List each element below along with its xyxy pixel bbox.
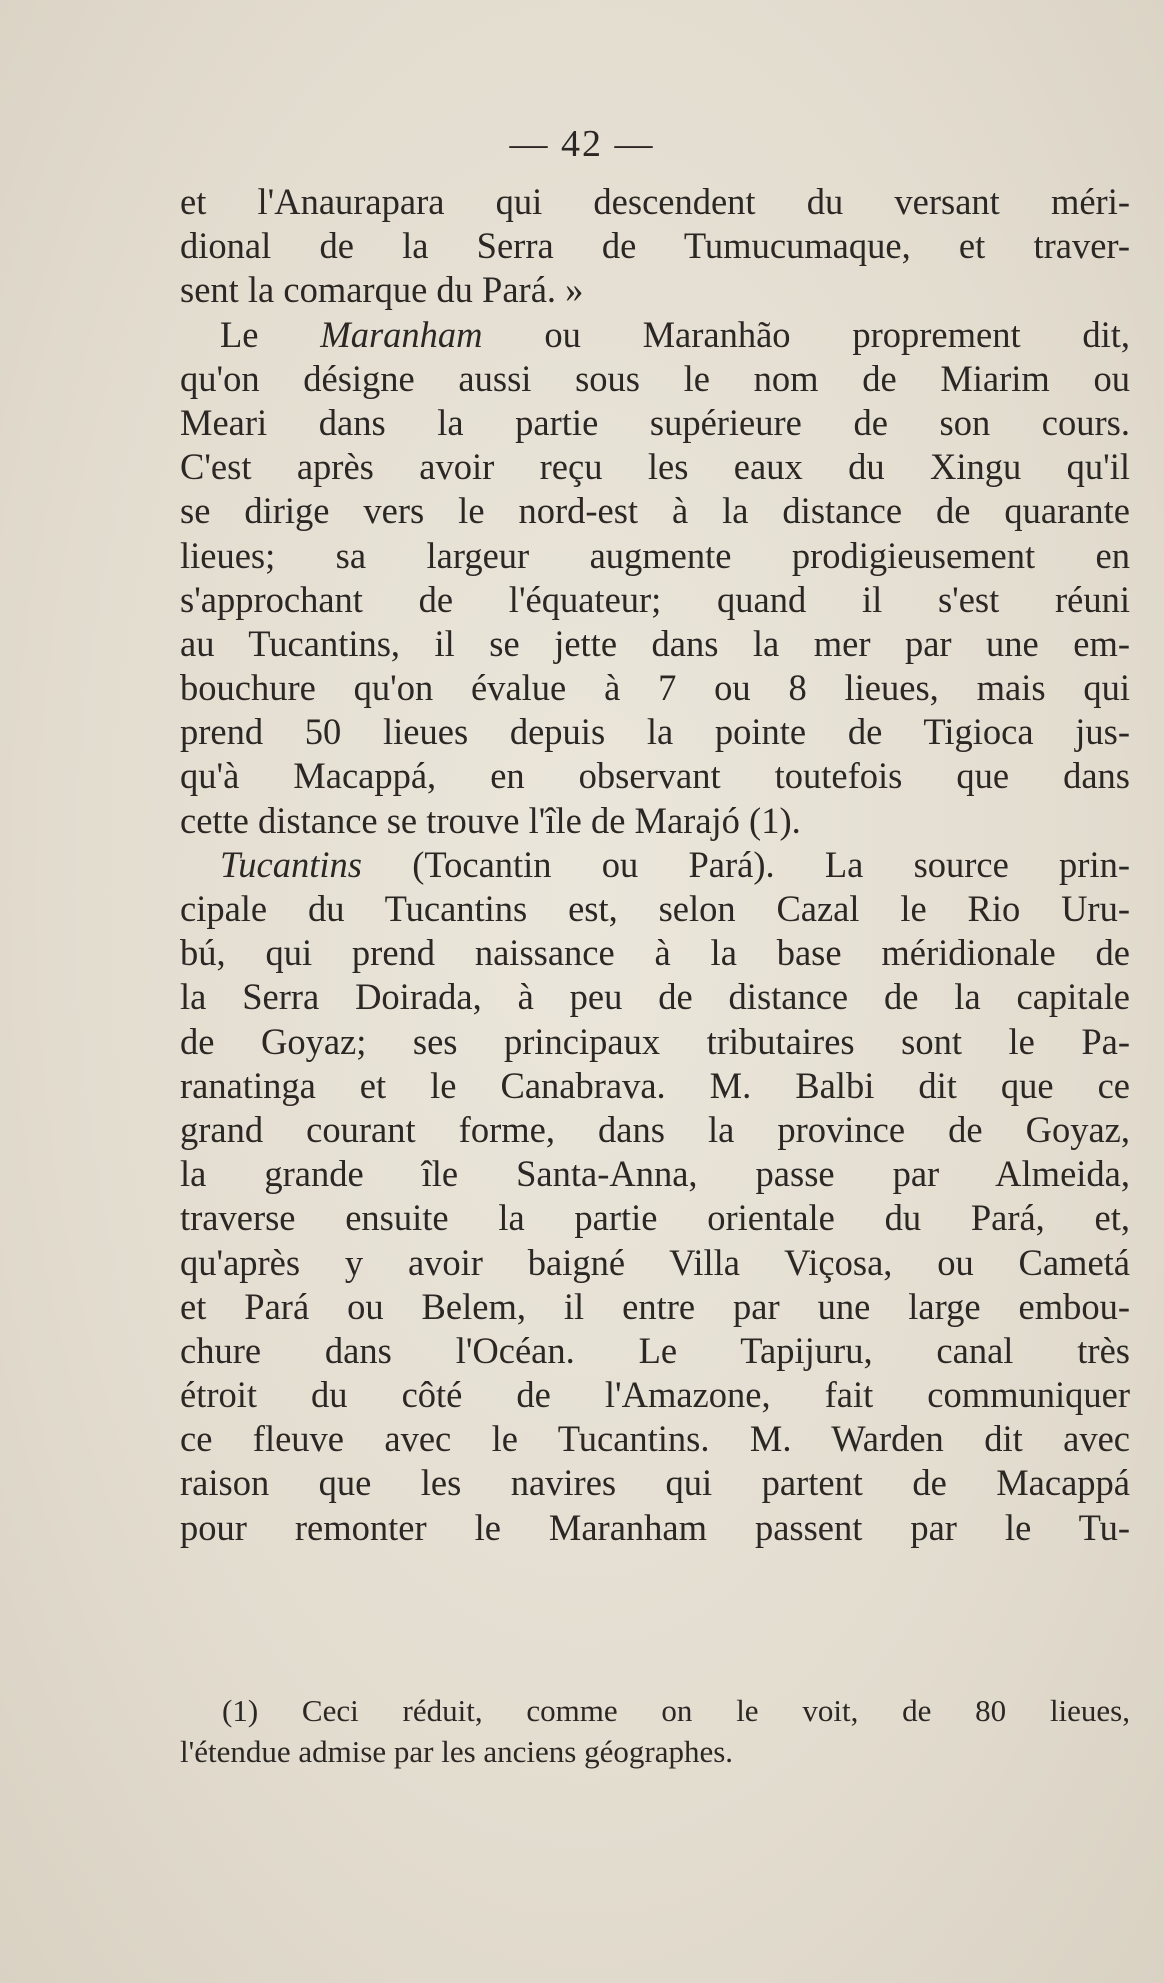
text-fragment: (Tocantin ou Pará). La source prin- — [412, 843, 1131, 885]
text-fragment: ou Maranhão proprement dit, — [544, 313, 1131, 355]
text-line: cette distance se trouve l'île de Marajó (1). — [180, 799, 801, 841]
text-line: ce fleuve avec le Tucantins. M. Warden dit avec — [180, 1418, 1130, 1460]
text-line-tucantins — [180, 843, 1130, 887]
text-line: la grande île Santa-Anna, passe par Almeida, — [180, 1153, 1130, 1195]
text-line-maranham — [180, 313, 1130, 357]
footnote — [180, 1690, 1130, 1772]
text-line: cipale du Tucantins est, selon Cazal le Rio Uru- — [180, 888, 1130, 929]
text-line: s'approchant de l'équateur; quand il s'est réuni — [180, 578, 1130, 620]
text-line: dional de la Serra de Tumucumaque, et traver- — [180, 225, 1130, 267]
text-line: bouchure qu'on évalue à 7 ou 8 lieues, mais qui — [180, 667, 1130, 709]
text-line: se dirige vers le nord-est à la distance de quarante — [180, 490, 1130, 532]
text-line: de Goyaz; ses principaux tributaires sont le Pa- — [180, 1020, 1130, 1062]
text-line: qu'on désigne aussi sous le nom de Miarim ou — [180, 357, 1130, 399]
text-line: prend 50 lieues depuis la pointe de Tigioca jus- — [180, 711, 1130, 753]
text-line: qu'après y avoir baigné Villa Viçosa, ou Cametá — [180, 1241, 1130, 1283]
footnote-line: (1) Ceci réduit, comme on le voit, de 80 lieues, — [222, 1693, 1130, 1728]
text-line: la Serra Doirada, à peu de distance de la capitale — [180, 976, 1130, 1018]
text-line: chure dans l'Océan. Le Tapijuru, canal très — [180, 1329, 1130, 1371]
text-line: et l'Anaurapara qui descendent du versant méri- — [180, 181, 1130, 222]
text-line: au Tucantins, il se jette dans la mer par une em- — [180, 622, 1130, 664]
text-line: et Pará ou Belem, il entre par une large embou- — [180, 1285, 1130, 1327]
text-line: bú, qui prend naissance à la base méridionale de — [180, 932, 1130, 974]
text-line: raison que les navires qui partent de Macappá — [180, 1462, 1130, 1504]
river-name-tucantins: Tucantins — [220, 843, 362, 885]
text-line: étroit du côté de l'Amazone, fait communiquer — [180, 1374, 1130, 1416]
text-line: pour remonter le Maranham passent par le Tu- — [180, 1506, 1130, 1548]
text-line: traverse ensuite la partie orientale du Pará, et, — [180, 1197, 1130, 1239]
text-line: qu'à Macappá, en observant toutefois que dans — [180, 755, 1130, 797]
text-line: ranatinga et le Canabrava. M. Balbi dit que ce — [180, 1064, 1130, 1106]
text-line: sent la comarque du Pará. » — [180, 269, 584, 311]
footnote-line: l'étendue admise par les anciens géographes. — [180, 1734, 734, 1769]
text-line: Meari dans la partie supérieure de son cours. — [180, 401, 1130, 443]
text-line: grand courant forme, dans la province de Goyaz, — [180, 1108, 1130, 1150]
body-text — [180, 180, 1130, 1550]
text-line: lieues; sa largeur augmente prodigieusement en — [180, 534, 1130, 576]
word-le: Le — [220, 313, 259, 355]
page-number: — 42 — — [509, 123, 655, 165]
text-line: C'est après avoir reçu les eaux du Xingu qu'il — [180, 446, 1130, 488]
river-name-maranham: Maranham — [320, 313, 483, 355]
